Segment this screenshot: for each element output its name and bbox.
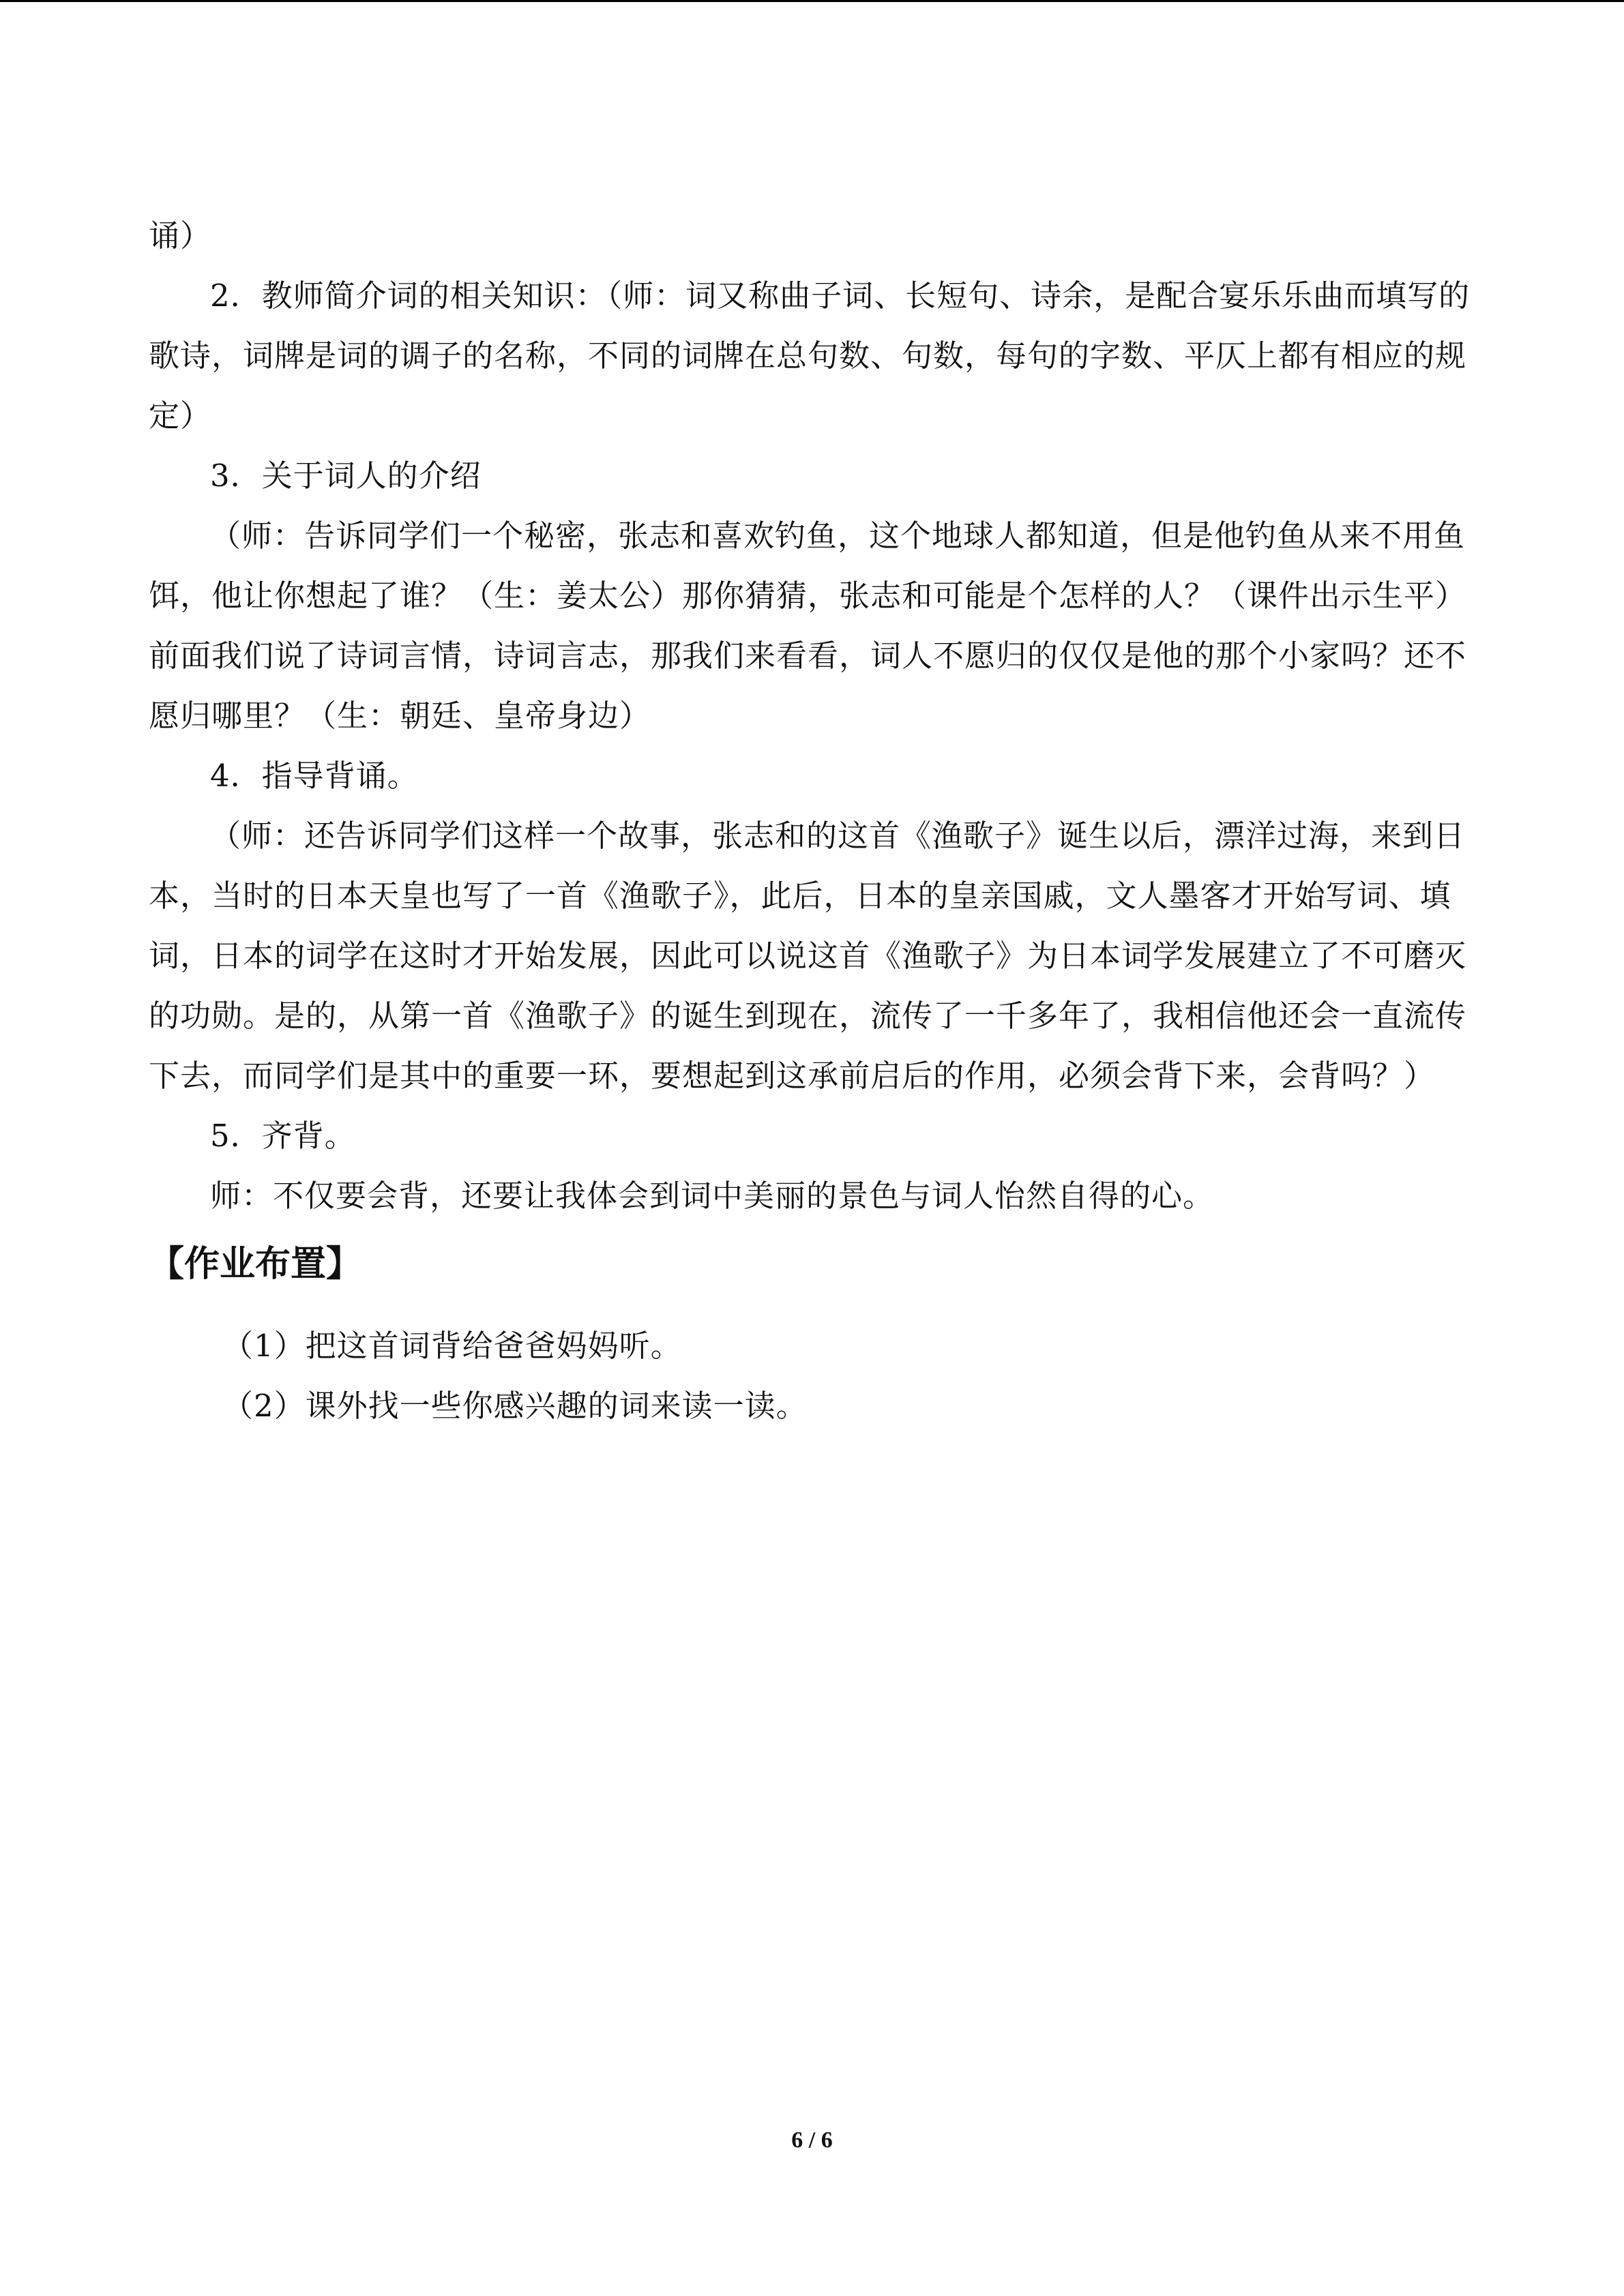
homework-item-2: （2）课外找一些你感兴趣的词来读一读。	[222, 1388, 808, 1424]
homework-heading: 【作业布置】	[149, 1244, 362, 1285]
paragraph-teacher-note-1: （师：告诉同学们一个秘密，张志和喜欢钓鱼，这个地球人都知道，但是他钓鱼从来不用鱼饵，他让你想起了谁？（生：姜太公）那你猜猜，张志和可能是个怎样的人？（课件出示生平）前面我们说了诗词言情，诗词言志，那我们来看看，词人不愿归的仅仅是他的那个小家吗？还不愿归哪里？（生：朝廷、皇帝身边）	[149, 518, 1467, 734]
document-body	[149, 206, 1479, 1436]
page-number: 6 / 6	[791, 2128, 833, 2153]
paragraph-teacher-note-2: （师：还告诉同学们这样一个故事，张志和的这首《渔歌子》诞生以后，漂洋过海，来到日本，当时的日本天皇也写了一首《渔歌子》，此后，日本的皇亲国戚，文人墨客才开始写词、填词，日本的词学在这时才开始发展，因此可以说这首《渔歌子》为日本词学发展建立了不可磨灭的功勋。是的，从第一首《渔歌子》的诞生到现在，流传了一千多年了，我相信他还会一直流传下去，而同学们是其中的重要一环，要想起到这承前启后的作用，必须会背下来，会背吗？）	[149, 818, 1467, 1094]
paragraph-continuation: 诵）	[149, 218, 212, 254]
paragraph-item-3: 3．关于词人的介绍	[210, 458, 482, 494]
paragraph-teacher-remark: 师：不仅要会背，还要让我体会到词中美丽的景色与词人怡然自得的心。	[210, 1178, 1215, 1214]
paragraph-item-5: 5．齐背。	[210, 1118, 356, 1154]
paragraph-item-2: 2．教师简介词的相关知识：（师：词又称曲子词、长短句、诗余，是配合宴乐乐曲而填写的歌诗，词牌是词的调子的名称，不同的词牌在总句数、句数，每句的字数、平仄上都有相应的规定）	[149, 278, 1471, 434]
homework-item-1: （1）把这首词背给爸爸妈妈听。	[222, 1328, 682, 1364]
paragraph-item-4: 4．指导背诵。	[210, 758, 419, 794]
top-border-line	[0, 0, 1624, 2]
